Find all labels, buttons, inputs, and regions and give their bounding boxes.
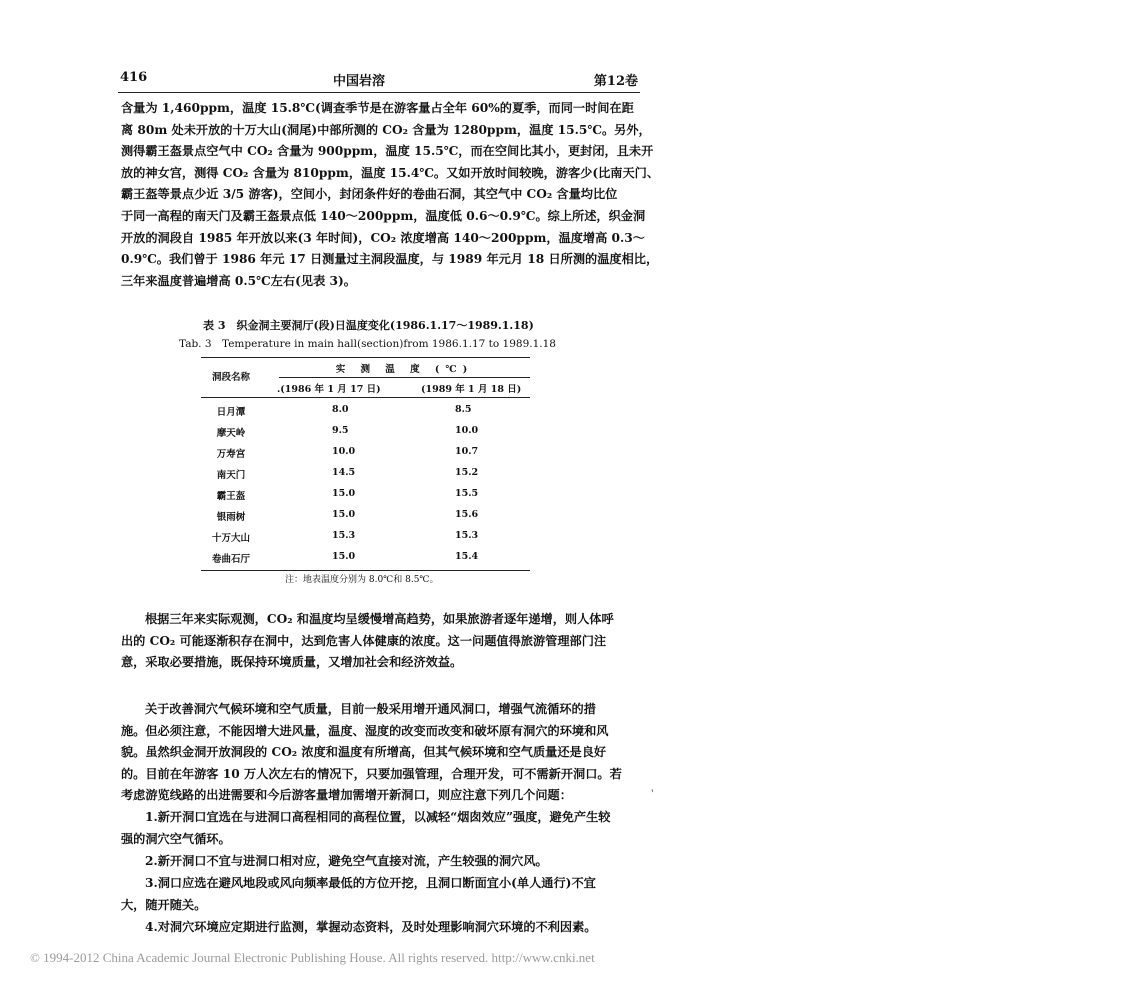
list-item: 3.洞口应选在避风地段或风向频率最低的方位开挖，且洞口断面宜小(单人通行)不宜	[145, 876, 596, 890]
copyright-footer: © 1994-2012 China Academic Journal Electronic Publishing House. All rights reserved. http://www.cnki.net	[30, 950, 595, 965]
text-line: 离 80m 处未开放的十万大山(洞尾)中部所测的 CO₂ 含量为 1280ppm，温度 15.5℃。另外，	[121, 122, 651, 137]
row-name: 银雨树	[216, 512, 246, 523]
list-item: 大，随开随关。	[121, 898, 207, 912]
cell-1989: 8.5	[455, 404, 472, 415]
journal-title: 中国岩溶	[333, 74, 386, 89]
text-line: 意，采取必要措施，既保持环境质量，又增加社会和经济效益。	[121, 655, 463, 670]
table-header-rule	[201, 397, 530, 398]
column-header-section: 洞段名称	[211, 372, 250, 383]
paragraph-3	[121, 699, 637, 807]
table-bottom-rule	[201, 570, 530, 571]
cell-1989: 15.6	[455, 509, 479, 520]
text-line: 测得霸王盔景点空气中 CO₂ 含量为 900ppm，温度 15.5℃，而在空间比其小，更封闭，且未开	[121, 144, 654, 159]
text-line: 于同一高程的南天门及霸王盔景点低 140～200ppm，温度低 0.6～0.9℃。综上所述，织金洞	[121, 208, 646, 223]
text-line: 含量为 1,460ppm，温度 15.8℃(调查季节是在游客量占全年 60%的夏季，而同一时间在距	[121, 101, 634, 115]
page-header	[120, 70, 638, 90]
cell-1986: 8.0	[332, 404, 349, 415]
text-line: 施。但必须注意，不能因增大进风量，温度、湿度的改变而改变和破坏原有洞穴的环境和风	[121, 723, 609, 738]
column-header-1986: .(1986 年 1 月 17 日)	[277, 384, 381, 395]
cell-1986: 9.5	[332, 425, 349, 436]
list-item: 强的洞穴空气循环。	[121, 832, 231, 846]
cell-1986: 15.0	[332, 488, 356, 499]
cell-1986: 15.0	[332, 509, 356, 520]
list-item: 1.新开洞口宜选在与进洞口高程相同的高程位置，以减轻“烟囱效应”强度，避免产生较	[145, 810, 611, 824]
row-name: 日月潭	[216, 407, 246, 418]
text-line: 考虑游览线路的出进需要和今后游客量增加需增开新洞口，则应注意下列几个问题：	[121, 788, 572, 803]
cell-1989: 15.4	[455, 551, 479, 562]
text-line: 根据三年来实际观测，CO₂ 和温度均呈缓慢增高趋势，如果旅游者逐年递增，则人体呼	[145, 612, 614, 626]
text-line: 关于改善洞穴气候环境和空气质量，目前一般采用增开通风洞口，增强气流循环的措	[145, 702, 596, 716]
row-name: 卷曲石厅	[211, 554, 250, 565]
table-caption-cn: 表 3 织金洞主要洞厅(段)日温度变化(1986.1.17～1989.1.18)	[203, 319, 534, 332]
column-group-header: 实 测 温 度 (℃)	[335, 364, 474, 375]
row-name: 万寿宫	[216, 449, 246, 460]
cell-1986: 15.3	[332, 530, 356, 541]
cell-1986: 14.5	[332, 467, 356, 478]
cell-1989: 15.5	[455, 488, 479, 499]
paragraph-2	[121, 609, 637, 674]
header-rule	[118, 92, 640, 93]
text-line: 开放的洞段自 1985 年开放以来(3 年时间)，CO₂ 浓度增高 140～200ppm，温度增高 0.3～	[121, 230, 645, 245]
cell-1986: 10.0	[332, 446, 356, 457]
table-top-rule	[201, 357, 530, 358]
paragraph-1	[121, 98, 660, 292]
row-name: 南天门	[216, 470, 246, 481]
text-line: 的。目前在年游客 10 万人次左右的情况下，只要加强管理，合理开发，可不需新开洞口。若	[121, 766, 622, 781]
row-name: 摩天岭	[216, 428, 246, 439]
cell-1989: 10.7	[455, 446, 479, 457]
volume-label: 第12卷	[593, 74, 638, 89]
text-line: 霸王盔等景点少近 3/5 游客)，空间小，封闭条件好的卷曲石洞，其空气中 CO₂ 含量均比位	[121, 187, 618, 202]
list-item: 2.新开洞口不宜与进洞口相对应，避免空气直接对流，产生较强的洞穴风。	[145, 854, 548, 868]
temperature-table	[201, 357, 530, 570]
cell-1989: 10.0	[455, 425, 479, 436]
table-group-rule	[279, 377, 530, 378]
cell-1986: 15.0	[332, 551, 356, 562]
cell-1989: 15.3	[455, 530, 479, 541]
row-name: 十万大山	[211, 533, 250, 544]
text-line: 三年来温度普遍增高 0.5℃左右(见表 3)。	[121, 273, 356, 288]
table-note: 注：地表温度分别为 8.0℃和 8.5℃。	[285, 575, 439, 585]
text-line: 放的神女宫，测得 CO₂ 含量为 810ppm，温度 15.4℃。又如开放时间较晚，游客少(比南天门、	[121, 165, 660, 180]
table-caption-en: Tab. 3 Temperature in main hall(section)from 1986.1.17 to 1989.1.18	[179, 338, 556, 350]
cell-1989: 15.2	[455, 467, 479, 478]
column-header-1989: (1989 年 1 月 18 日)	[421, 384, 522, 395]
text-line: 0.9℃。我们曾于 1986 年元 17 日测量过主洞段温度，与 1989 年元月 18 日所测的温度相比，	[121, 252, 659, 267]
list-item: 4.对洞穴环境应定期进行监测，掌握动态资料，及时处理影响洞穴环境的不利因素。	[145, 920, 597, 934]
text-line: 出的 CO₂ 可能逐渐积存在洞中，达到危害人体健康的浓度。这一问题值得旅游管理部门注	[121, 633, 607, 648]
scan-mark: ˋ	[645, 787, 657, 803]
row-name: 霸王盔	[216, 491, 246, 502]
text-line: 貌。虽然织金洞开放洞段的 CO₂ 浓度和温度有所增高，但其气候环境和空气质量还是良好	[121, 745, 607, 760]
page-number: 416	[120, 70, 148, 85]
